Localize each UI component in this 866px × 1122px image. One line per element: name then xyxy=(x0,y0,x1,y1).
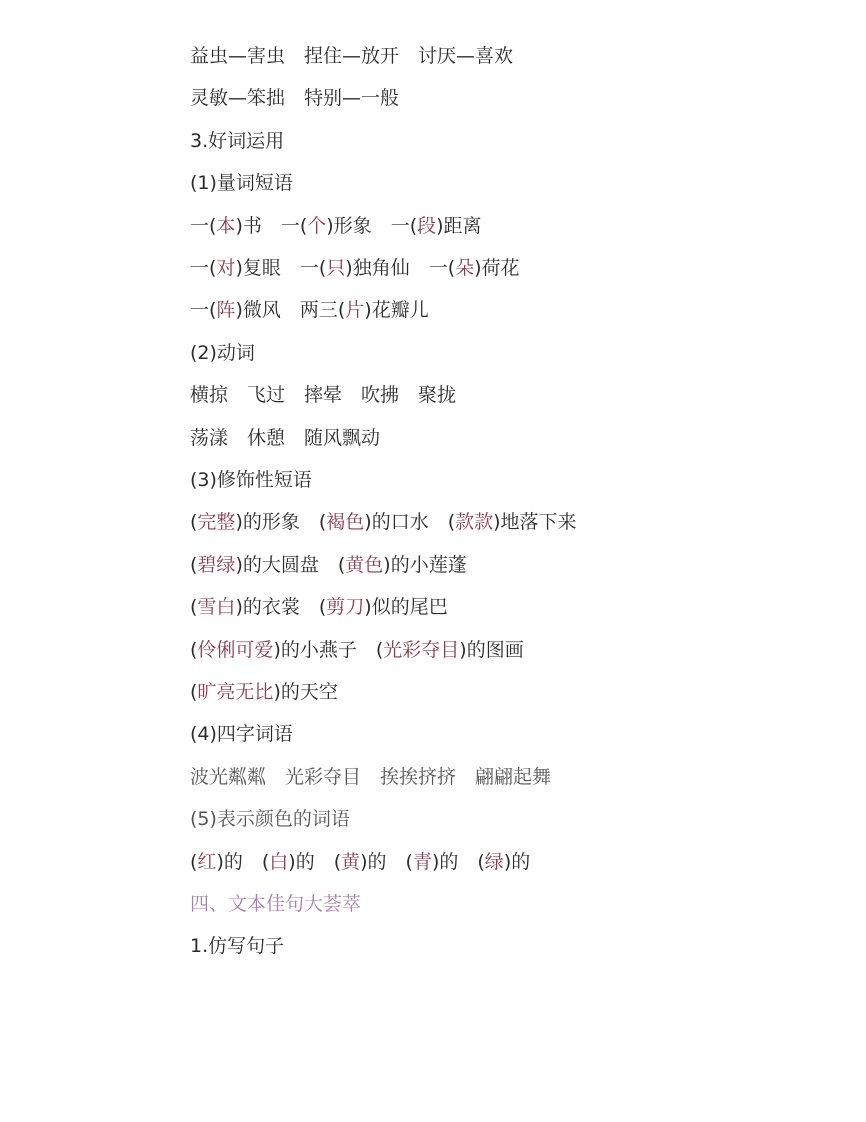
text-segment: )复眼 一( xyxy=(235,257,327,279)
text-line xyxy=(190,551,467,579)
text-line xyxy=(190,254,520,282)
text-segment: 3.好词运用 xyxy=(190,129,285,152)
text-segment: ( xyxy=(190,553,198,576)
text-segment: ( xyxy=(190,681,198,703)
text-segment: )的 ( xyxy=(216,850,270,873)
text-segment: ( xyxy=(190,511,198,534)
text-line xyxy=(190,424,380,452)
text-segment: )距离 xyxy=(436,214,482,237)
text-line xyxy=(190,212,482,240)
answer-text: 阵 xyxy=(216,299,236,322)
text-segment: )的天空 xyxy=(273,681,338,703)
text-segment: 灵敏—笨拙 特别—一般 xyxy=(190,87,400,110)
text-segment: ( xyxy=(190,850,198,873)
text-segment: )的小燕子 ( xyxy=(273,638,384,661)
answer-text: 红 xyxy=(197,850,217,873)
text-segment: 一( xyxy=(190,214,217,237)
text-line xyxy=(190,169,293,197)
text-segment: 一( xyxy=(190,257,217,279)
text-line xyxy=(190,636,524,664)
answer-text: 只 xyxy=(326,257,346,279)
text-segment: 1.仿写句子 xyxy=(190,935,285,958)
text-segment: 横掠 飞过 摔晕 吹拂 聚拢 xyxy=(190,384,457,407)
text-segment: )花瓣儿 xyxy=(364,299,429,322)
text-line xyxy=(190,127,284,155)
text-line xyxy=(190,508,577,536)
answer-text: 旷亮无比 xyxy=(197,681,274,703)
text-segment: 一( xyxy=(190,299,217,322)
text-segment: 益虫—害虫 捏住—放开 讨厌—喜欢 xyxy=(190,45,514,67)
text-segment: (1)量词短语 xyxy=(190,172,293,195)
text-segment: )的 ( xyxy=(431,850,485,873)
text-segment: )的 ( xyxy=(288,850,342,873)
text-line xyxy=(190,593,448,621)
text-segment: )微风 两三( xyxy=(235,299,346,322)
text-line xyxy=(190,678,338,706)
text-line xyxy=(190,890,361,918)
text-segment: )的 xyxy=(503,850,531,873)
text-segment: )的大圆盘 ( xyxy=(235,553,346,576)
text-line xyxy=(190,466,312,494)
answer-text: 完整 xyxy=(197,511,236,534)
text-segment: (2)动词 xyxy=(190,341,255,364)
text-segment: )的口水 ( xyxy=(364,511,456,534)
answer-text: 段 xyxy=(417,214,437,237)
answer-text: 个 xyxy=(307,214,327,237)
text-line xyxy=(190,720,293,748)
text-line xyxy=(190,296,429,324)
text-segment: ( xyxy=(190,638,198,661)
answer-text: 伶俐可爱 xyxy=(197,638,274,661)
text-line xyxy=(190,848,530,876)
text-segment: )的小莲蓬 xyxy=(383,553,467,576)
text-segment: )的衣裳 ( xyxy=(235,596,327,619)
answer-text: 款款 xyxy=(455,511,494,534)
answer-text: 黄 xyxy=(341,850,361,873)
text-line xyxy=(190,381,456,409)
text-line xyxy=(190,84,399,112)
answer-text: 碧绿 xyxy=(197,553,236,576)
text-segment: )的图画 xyxy=(459,638,524,661)
text-segment: )的 ( xyxy=(360,850,413,873)
answer-text: 片 xyxy=(345,299,365,322)
answer-text: 褐色 xyxy=(326,511,365,534)
text-line xyxy=(190,932,284,960)
text-line xyxy=(190,805,350,833)
text-segment: (5)表示颜色的词语 xyxy=(190,808,350,831)
text-segment: ( xyxy=(190,596,198,619)
section-heading: 四、文本佳句大荟萃 xyxy=(190,893,362,915)
answer-text: 青 xyxy=(412,850,432,873)
text-segment: )的形象 ( xyxy=(235,511,327,534)
answer-text: 本 xyxy=(216,214,236,237)
answer-text: 雪白 xyxy=(197,596,236,619)
answer-text: 朵 xyxy=(455,257,475,279)
answer-text: 剪刀 xyxy=(326,596,365,619)
answer-text: 黄色 xyxy=(345,553,384,576)
text-segment: 荡漾 休憩 随风飘动 xyxy=(190,426,381,449)
text-line xyxy=(190,763,551,791)
text-segment: )地落下来 xyxy=(493,511,577,534)
text-segment: (3)修饰性短语 xyxy=(190,469,312,491)
answer-text: 对 xyxy=(216,257,236,279)
text-segment: )独角仙 一( xyxy=(345,257,456,279)
text-segment: )似的尾巴 xyxy=(364,596,448,619)
text-segment: (4)四字词语 xyxy=(190,723,293,746)
text-line xyxy=(190,339,255,367)
text-segment: )形象 一( xyxy=(326,214,418,237)
text-segment: 波光粼粼 光彩夺目 挨挨挤挤 翩翩起舞 xyxy=(190,765,552,788)
answer-text: 白 xyxy=(269,850,289,873)
text-segment: )荷花 xyxy=(474,257,520,279)
answer-text: 绿 xyxy=(484,850,504,873)
text-segment: )书 一( xyxy=(235,214,308,237)
text-line xyxy=(190,42,513,70)
answer-text: 光彩夺目 xyxy=(383,638,460,661)
